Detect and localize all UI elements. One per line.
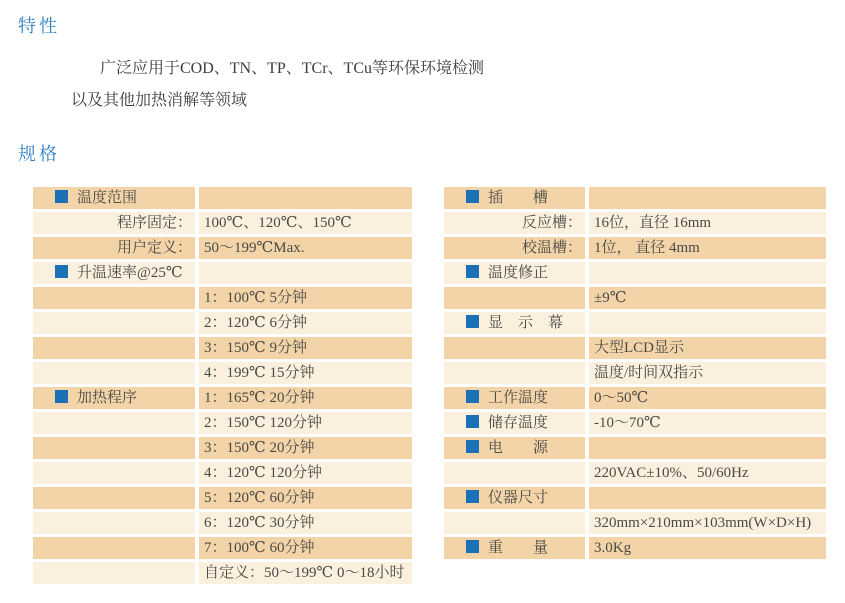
spec-row xyxy=(444,512,826,534)
spec-row xyxy=(444,412,826,434)
bullet-square-icon xyxy=(55,390,68,403)
row-label: 储存温度 xyxy=(488,415,549,431)
bullet-square-icon xyxy=(466,265,479,278)
spec-row xyxy=(444,187,826,209)
row-label-cell xyxy=(33,337,195,359)
spec-row xyxy=(33,437,412,459)
row-label: 工作温度 xyxy=(488,390,549,406)
row-value-cell: 1位， 直径 4mm xyxy=(589,237,826,259)
row-label-cell xyxy=(444,187,585,209)
row-value-cell: 3：150℃ 9分钟 xyxy=(199,337,412,359)
spec-row xyxy=(33,362,412,384)
row-value-cell: 0～50℃ xyxy=(589,387,826,409)
row-value-cell: 50～199℃Max. xyxy=(199,237,412,259)
spec-row xyxy=(33,537,412,559)
row-value-cell xyxy=(589,262,826,284)
row-value-cell xyxy=(199,187,412,209)
row-value-cell: 100℃、120℃、150℃ xyxy=(199,212,412,234)
spec-row xyxy=(33,287,412,309)
row-value-cell: 4：120℃ 120分钟 xyxy=(199,462,412,484)
row-label-cell xyxy=(33,287,195,309)
row-value-cell xyxy=(589,487,826,509)
row-label-cell xyxy=(444,287,585,309)
row-label-cell xyxy=(33,512,195,534)
row-value-cell xyxy=(199,262,412,284)
row-label-cell xyxy=(33,212,195,234)
spec-row xyxy=(444,362,826,384)
row-label: 校温槽： xyxy=(521,240,582,256)
row-value-cell xyxy=(589,437,826,459)
row-label-cell xyxy=(444,437,585,459)
spec-row xyxy=(444,212,826,234)
spec-row xyxy=(33,187,412,209)
row-label-cell xyxy=(33,462,195,484)
row-label-cell xyxy=(444,212,585,234)
row-value-cell: 7：100℃ 60分钟 xyxy=(199,537,412,559)
bullet-square-icon xyxy=(466,490,479,503)
row-label-cell xyxy=(33,412,195,434)
row-label: 反应槽： xyxy=(521,215,582,231)
row-label-cell xyxy=(33,187,195,209)
row-value-cell xyxy=(589,187,826,209)
row-label-cell xyxy=(33,362,195,384)
row-value-cell: 4：199℃ 15分钟 xyxy=(199,362,412,384)
row-value-cell: 2：120℃ 6分钟 xyxy=(199,312,412,334)
spec-row xyxy=(33,512,412,534)
row-label-cell xyxy=(33,437,195,459)
row-value-cell: ±9℃ xyxy=(589,287,826,309)
features-text-line-1: 广泛应用于COD、TN、TP、TCr、TCu等环保环境检测 xyxy=(100,60,485,77)
spec-row xyxy=(444,487,826,509)
row-label-cell xyxy=(444,412,585,434)
row-value-cell: 2：150℃ 120分钟 xyxy=(199,412,412,434)
bullet-square-icon xyxy=(466,390,479,403)
row-label-cell xyxy=(444,337,585,359)
row-value-cell xyxy=(589,312,826,334)
row-value-cell: 3：150℃ 20分钟 xyxy=(199,437,412,459)
row-label-cell xyxy=(444,237,585,259)
row-value-cell: 320mm×210mm×103mm(W×D×H) xyxy=(589,512,826,534)
row-label-cell xyxy=(33,312,195,334)
row-label: 加热程序 xyxy=(77,390,138,406)
bullet-square-icon xyxy=(466,540,479,553)
bullet-square-icon xyxy=(466,415,479,428)
row-label-cell xyxy=(444,312,585,334)
row-value-cell: 1：165℃ 20分钟 xyxy=(199,387,412,409)
row-label: 仪器尺寸 xyxy=(488,490,549,506)
row-label: 显 示 幕 xyxy=(488,315,564,331)
row-label-cell xyxy=(33,562,195,584)
row-label: 升温速率@25℃ xyxy=(77,265,183,281)
row-label-cell xyxy=(33,487,195,509)
row-label-cell xyxy=(444,462,585,484)
left-spec-table xyxy=(33,187,412,587)
row-value-cell: 大型LCD显示 xyxy=(589,337,826,359)
spec-row xyxy=(444,437,826,459)
row-label: 电 源 xyxy=(488,440,549,456)
row-label-cell xyxy=(444,387,585,409)
bullet-square-icon xyxy=(55,190,68,203)
row-value-cell: 3.0Kg xyxy=(589,537,826,559)
row-label: 重 量 xyxy=(488,540,549,556)
spec-row xyxy=(33,462,412,484)
row-label-cell xyxy=(444,487,585,509)
specs-heading: 规格 xyxy=(18,144,60,164)
spec-row xyxy=(33,237,412,259)
row-label-cell xyxy=(444,262,585,284)
spec-row xyxy=(33,387,412,409)
spec-row xyxy=(444,387,826,409)
row-label: 插 槽 xyxy=(488,190,549,206)
bullet-square-icon xyxy=(466,315,479,328)
spec-row xyxy=(444,462,826,484)
row-value-cell: 1：100℃ 5分钟 xyxy=(199,287,412,309)
spec-row xyxy=(33,487,412,509)
row-label-cell xyxy=(33,537,195,559)
spec-row xyxy=(33,412,412,434)
spec-row xyxy=(444,237,826,259)
features-text-line-2: 以及其他加热消解等领域 xyxy=(71,92,248,109)
spec-row xyxy=(33,262,412,284)
features-heading: 特性 xyxy=(18,16,60,36)
row-label: 温度修正 xyxy=(488,265,549,281)
spec-row xyxy=(33,337,412,359)
row-label-cell xyxy=(444,362,585,384)
row-value-cell: 16位，直径 16mm xyxy=(589,212,826,234)
row-label: 程序固定： xyxy=(116,215,192,231)
bullet-square-icon xyxy=(55,265,68,278)
spec-row xyxy=(444,312,826,334)
row-value-cell: 220VAC±10%、50/60Hz xyxy=(589,462,826,484)
right-spec-table xyxy=(444,187,826,562)
row-value-cell: 自定义：50～199℃ 0～18小时 xyxy=(199,562,412,584)
bullet-square-icon xyxy=(466,440,479,453)
spec-row xyxy=(444,262,826,284)
spec-row xyxy=(444,537,826,559)
spec-row xyxy=(33,562,412,584)
row-label-cell xyxy=(444,512,585,534)
row-label-cell xyxy=(33,237,195,259)
bullet-square-icon xyxy=(466,190,479,203)
row-label: 温度范围 xyxy=(77,190,138,206)
row-value-cell: 温度/时间双指示 xyxy=(589,362,826,384)
row-value-cell: 6：120℃ 30分钟 xyxy=(199,512,412,534)
row-value-cell: -10～70℃ xyxy=(589,412,826,434)
row-label-cell xyxy=(33,262,195,284)
spec-row xyxy=(444,287,826,309)
row-label-cell xyxy=(444,537,585,559)
row-label-cell xyxy=(33,387,195,409)
spec-row xyxy=(33,212,412,234)
spec-row xyxy=(33,312,412,334)
spec-row xyxy=(444,337,826,359)
row-label: 用户定义： xyxy=(116,240,192,256)
row-value-cell: 5：120℃ 60分钟 xyxy=(199,487,412,509)
